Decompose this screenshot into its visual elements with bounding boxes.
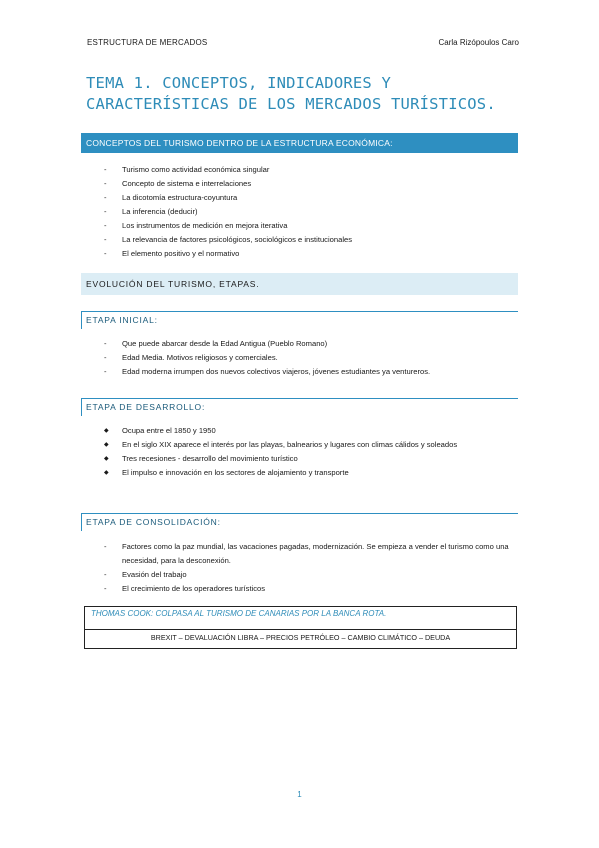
- title-line-1: TEMA 1. CONCEPTOS, INDICADORES Y: [86, 74, 392, 92]
- etapa-desarrollo-list: [104, 424, 524, 480]
- list-item: - Que puede abarcar desde la Edad Antigua (Pueblo Romano): [104, 337, 524, 351]
- subsection-heading-etapa-desarrollo: ETAPA DE DESARROLLO:: [81, 398, 518, 416]
- conceptos-list: [104, 163, 524, 261]
- list-item: - La dicotomía estructura-coyuntura: [104, 191, 524, 205]
- list-item: ◆ En el siglo XIX aparece el interés por las playas, balnearios y lugares con climas cálidos y soleados: [104, 438, 524, 452]
- list-item: - Concepto de sistema e interrelaciones: [104, 177, 524, 191]
- note-text: BREXIT – DEVALUACIÓN LIBRA – PRECIOS PETRÓLEO – CAMBIO CLIMÁTICO – DEUDA: [150, 633, 451, 642]
- list-item: ◆ Ocupa entre el 1850 y 1950: [104, 424, 524, 438]
- page-title: [86, 73, 526, 115]
- running-header-course: ESTRUCTURA DE MERCADOS: [87, 38, 208, 47]
- section-heading-conceptos: CONCEPTOS DEL TURISMO DENTRO DE LA ESTRUCTURA ECONÓMICA:: [81, 133, 518, 153]
- running-header-author: Carla Rizópoulos Caro: [438, 38, 519, 47]
- thomas-cook-note-box: [84, 606, 517, 649]
- list-item: - Los instrumentos de medición en mejora iterativa: [104, 219, 524, 233]
- list-item: - Turismo como actividad económica singular: [104, 163, 524, 177]
- list-item: - Evasión del trabajo: [104, 568, 524, 582]
- subsection-heading-etapa-inicial: ETAPA INICIAL:: [81, 311, 518, 329]
- list-item: - La relevancia de factores psicológicos, sociológicos e institucionales: [104, 233, 524, 247]
- list-item: - El crecimiento de los operadores turísticos: [104, 582, 524, 596]
- list-item: - Edad Media. Motivos religiosos y comerciales.: [104, 351, 524, 365]
- etapa-inicial-list: [104, 337, 524, 379]
- note-divider: [85, 629, 516, 630]
- page-number: 1: [297, 790, 302, 799]
- list-item: - La inferencia (deducir): [104, 205, 524, 219]
- list-item: - Factores como la paz mundial, las vacaciones pagadas, modernización. Se empieza a vender el turismo como una necesidad, para la desconexión.: [104, 540, 524, 568]
- list-item: - Edad moderna irrumpen dos nuevos colectivos viajeros, jóvenes estudiantes ya ventureros.: [104, 365, 524, 379]
- list-item: ◆ Tres recesiones - desarrollo del movimiento turístico: [104, 452, 524, 466]
- subsection-heading-etapa-consolidacion: ETAPA DE CONSOLIDACIÓN:: [81, 513, 518, 531]
- list-item: - El elemento positivo y el normativo: [104, 247, 524, 261]
- note-title: THOMAS COOK: COLPASA AL TURISMO DE CANARIAS POR LA BANCA ROTA.: [91, 609, 387, 618]
- list-item: ◆ El impulso e innovación en los sectores de alojamiento y transporte: [104, 466, 524, 480]
- etapa-consolidacion-list: [104, 540, 524, 596]
- title-line-2: CARACTERÍSTICAS DE LOS MERCADOS TURÍSTICOS.: [86, 95, 496, 113]
- section-heading-evolucion: EVOLUCIÓN DEL TURISMO, ETAPAS.: [81, 273, 518, 295]
